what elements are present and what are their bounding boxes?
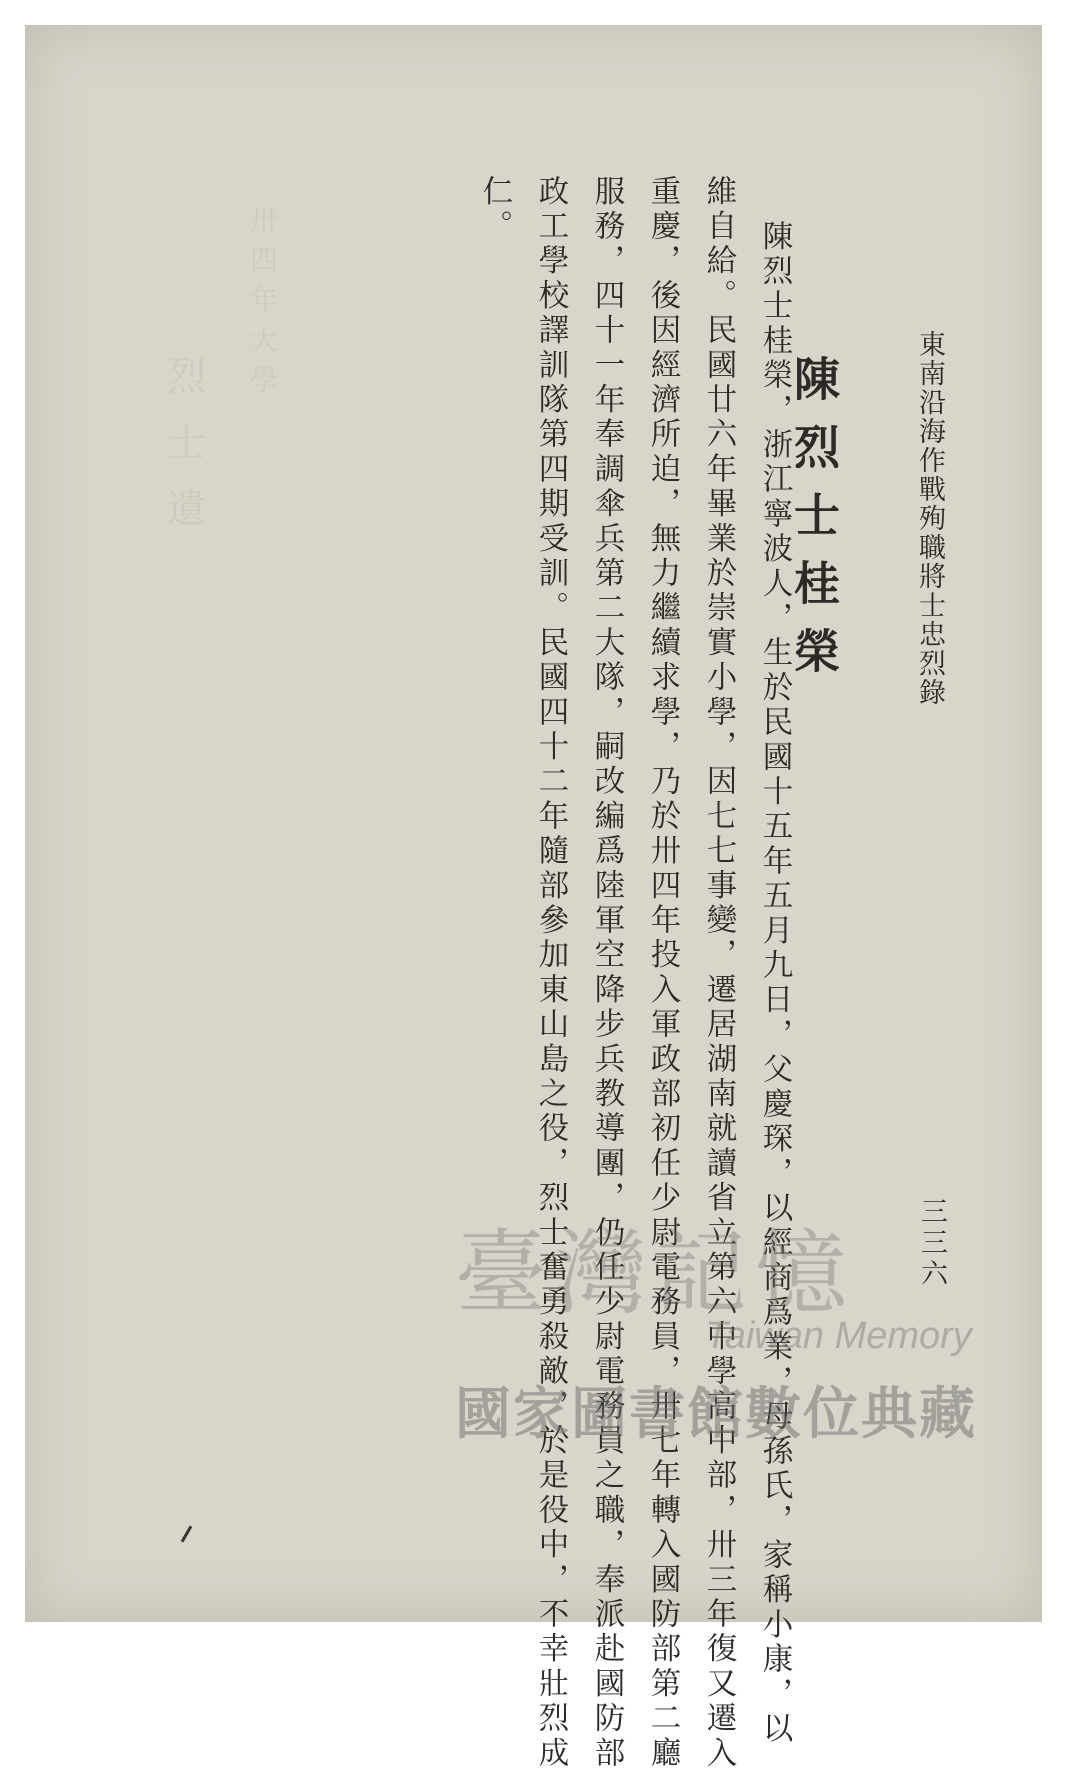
page-title: 陳烈士桂榮 bbox=[787, 355, 841, 695]
body-column-1: 陳烈士桂榮，浙江寧波人，生於民國十五年五月九日，父慶琛，以經商爲業，母孫氏，家稱小康，以 bbox=[757, 220, 792, 1747]
watermark-english: Taiwan Memory bbox=[705, 1315, 972, 1357]
body-column-3: 重慶，後因經濟所迫，無力繼續求學，乃於卅四年投入軍政部初任少尉電務員，卅七年轉入國防部第二廳 bbox=[645, 175, 680, 1771]
bleed-through-text: 卅四年大學 bbox=[246, 205, 279, 405]
running-header: 東南沿海作戰殉職將士忠烈錄 bbox=[914, 330, 945, 707]
body-column-6: 仁。 bbox=[477, 175, 512, 245]
bleed-through-text: 烈士遺 bbox=[160, 355, 206, 553]
watermark-chinese: 國家圖書館數位典藏 bbox=[455, 1382, 977, 1445]
body-column-5: 政工學校譯訓隊第四期受訓。民國四十二年隨部參加東山島之役，烈士奮勇殺敵，於是役中，不幸壯烈成 bbox=[533, 175, 568, 1771]
body-column-4: 服務，四十一年奉調傘兵第二大隊，嗣改編爲陸軍空降步兵教導團，仍任少尉電務員之職，奉派赴國防部 bbox=[589, 175, 624, 1771]
body-column-2: 維自給。民國廿六年畢業於崇實小學，因七七事變，遷居湖南就讀省立第六中學高中部，卅三年復又遷入 bbox=[701, 175, 736, 1771]
page-number: 三三六 bbox=[916, 1197, 947, 1290]
watermark-script: 臺灣記憶 bbox=[455, 1220, 856, 1327]
